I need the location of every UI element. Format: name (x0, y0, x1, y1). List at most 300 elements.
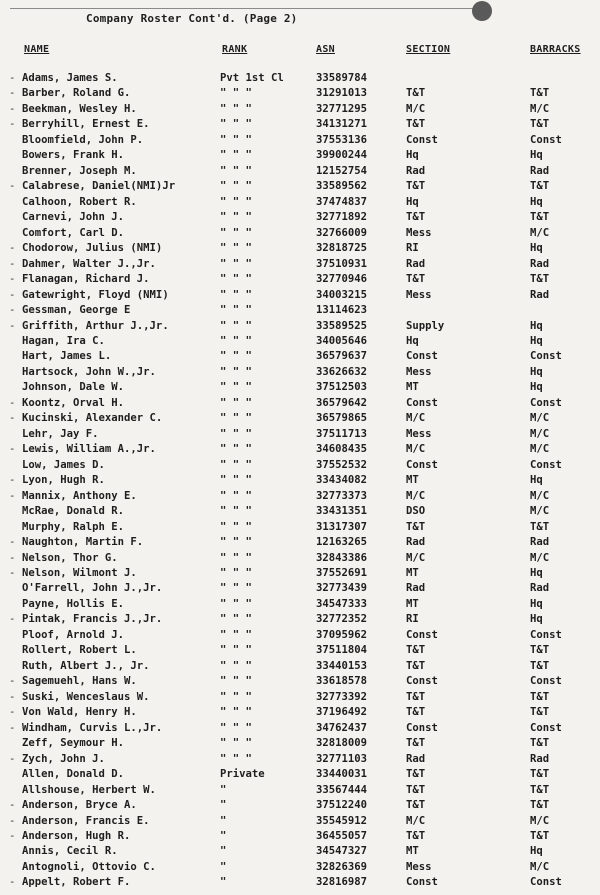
cell-name: Barber, Roland G. (22, 87, 131, 100)
cell-barracks: Hq (530, 474, 543, 487)
check-mark: - (9, 567, 16, 579)
cell-barracks: Hq (530, 365, 543, 378)
cell-barracks: T&T (530, 211, 550, 224)
cell-rank: " " " (220, 226, 252, 239)
cell-asn: 37552691 (316, 567, 368, 579)
cell-name: Berryhill, Ernest E. (22, 118, 150, 131)
table-row (0, 210, 600, 225)
cell-section: Hq (406, 195, 419, 208)
cell-barracks: M/C (530, 551, 550, 564)
cell-section: T&T (406, 87, 426, 100)
table-row (0, 380, 600, 395)
cell-section: RI (406, 613, 419, 626)
punch-hole (472, 1, 492, 21)
cell-section: T&T (406, 768, 426, 781)
table-row (0, 86, 600, 101)
table-row (0, 860, 600, 875)
table-row (0, 844, 600, 859)
cell-rank: " " " (220, 706, 252, 719)
cell-rank: " " " (220, 288, 252, 301)
cell-asn: 33567444 (316, 783, 368, 796)
cell-asn: 34547333 (316, 597, 368, 610)
cell-section: T&T (406, 180, 426, 193)
cell-name: Dahmer, Walter J.,Jr. (22, 257, 156, 270)
cell-name: Payne, Hollis E. (22, 597, 125, 610)
cell-barracks: M/C (530, 814, 550, 827)
table-row (0, 643, 600, 658)
cell-rank: " " " (220, 334, 252, 347)
table-row (0, 411, 600, 426)
cell-barracks: Const (530, 721, 562, 734)
cell-rank: " " " (220, 659, 252, 672)
cell-name: Flanagan, Richard J. (22, 273, 150, 286)
cell-rank: " " " (220, 164, 252, 177)
column-header-rank: RANK (222, 44, 248, 55)
cell-name: Zeff, Seymour H. (22, 737, 125, 750)
table-row (0, 241, 600, 256)
cell-section: M/C (406, 412, 426, 425)
table-row (0, 690, 600, 705)
cell-asn: 32816987 (316, 876, 368, 889)
cell-barracks: Hq (530, 567, 543, 579)
cell-section: Mess (406, 226, 432, 239)
cell-barracks: Rad (530, 582, 550, 595)
cell-section: DSO (406, 505, 426, 518)
cell-asn: 32770946 (316, 273, 368, 286)
cell-barracks: Rad (530, 257, 550, 270)
cell-section: T&T (406, 644, 426, 657)
cell-section: Supply (406, 319, 445, 332)
cell-name: Adams, James S. (22, 72, 118, 84)
check-mark: - (9, 319, 16, 332)
cell-rank: " " " (220, 752, 252, 765)
cell-rank: Pvt 1st Cl (220, 72, 284, 84)
cell-asn: 34003215 (316, 288, 368, 301)
table-row (0, 272, 600, 287)
cell-barracks: T&T (530, 737, 550, 750)
table-row (0, 179, 600, 194)
check-mark: - (9, 72, 16, 84)
cell-barracks: Hq (530, 149, 543, 162)
cell-rank: " " " (220, 102, 252, 115)
table-row (0, 164, 600, 179)
table-row (0, 148, 600, 163)
cell-asn: 32771892 (316, 211, 368, 224)
cell-section: T&T (406, 659, 426, 672)
cell-barracks: Const (530, 458, 562, 471)
cell-rank: " " " (220, 118, 252, 131)
table-row (0, 71, 600, 86)
cell-name: Calabrese, Daniel(NMI)Jr (22, 180, 176, 193)
table-row (0, 427, 600, 442)
cell-name: Murphy, Ralph E. (22, 520, 125, 533)
cell-section: MT (406, 845, 419, 858)
cell-rank: " " " (220, 87, 252, 100)
cell-name: Lyon, Hugh R. (22, 474, 105, 487)
cell-rank: " " " (220, 458, 252, 471)
cell-rank: " " " (220, 737, 252, 750)
table-row (0, 442, 600, 457)
cell-rank: " " " (220, 180, 252, 193)
table-row (0, 349, 600, 364)
cell-section: Hq (406, 149, 419, 162)
cell-barracks: T&T (530, 690, 550, 703)
table-row (0, 117, 600, 132)
table-row (0, 736, 600, 751)
cell-name: Carnevi, John J. (22, 211, 125, 224)
cell-barracks: M/C (530, 412, 550, 425)
check-mark: - (9, 304, 16, 317)
cell-name: Von Wald, Henry H. (22, 706, 137, 719)
cell-asn: 32773392 (316, 690, 368, 703)
cell-rank: " " " (220, 319, 252, 332)
cell-asn: 39900244 (316, 149, 368, 162)
check-mark: - (9, 474, 16, 487)
cell-section: T&T (406, 737, 426, 750)
cell-name: Brenner, Joseph M. (22, 164, 137, 177)
cell-barracks: Hq (530, 613, 543, 626)
cell-barracks: T&T (530, 706, 550, 719)
cell-asn: 32826369 (316, 860, 368, 873)
check-mark: - (9, 675, 16, 688)
table-row (0, 319, 600, 334)
cell-barracks: Const (530, 628, 562, 641)
cell-barracks: Rad (530, 752, 550, 765)
check-mark: - (9, 752, 16, 765)
cell-asn: 32818725 (316, 242, 368, 255)
cell-rank: " (220, 829, 227, 842)
cell-section: MT (406, 597, 419, 610)
table-row (0, 783, 600, 798)
cell-asn: 33431351 (316, 505, 368, 518)
column-header-barracks: BARRACKS (530, 44, 581, 55)
cell-section: Const (406, 133, 438, 146)
cell-asn: 36579865 (316, 412, 368, 425)
table-row (0, 628, 600, 643)
cell-name: Naughton, Martin F. (22, 536, 144, 549)
cell-name: Low, James D. (22, 458, 105, 471)
cell-rank: " " " (220, 644, 252, 657)
check-mark: - (9, 396, 16, 409)
cell-asn: 32773373 (316, 489, 368, 502)
table-row (0, 504, 600, 519)
cell-name: Hart, James L. (22, 350, 112, 363)
cell-asn: 33589784 (316, 72, 368, 84)
check-mark: - (9, 721, 16, 734)
cell-name: Allshouse, Herbert W. (22, 783, 156, 796)
table-row (0, 581, 600, 596)
cell-asn: 37552532 (316, 458, 368, 471)
cell-rank: " " " (220, 489, 252, 502)
check-mark: - (9, 443, 16, 456)
cell-barracks: Hq (530, 845, 543, 858)
cell-name: Lehr, Jay F. (22, 427, 99, 440)
cell-barracks: T&T (530, 768, 550, 781)
cell-asn: 32771103 (316, 752, 368, 765)
table-row (0, 814, 600, 829)
cell-rank: " " " (220, 273, 252, 286)
cell-barracks: M/C (530, 226, 550, 239)
cell-section: Rad (406, 257, 426, 270)
cell-section: T&T (406, 783, 426, 796)
cell-section: Const (406, 721, 438, 734)
cell-barracks: M/C (530, 860, 550, 873)
cell-rank: " " " (220, 551, 252, 564)
cell-section: M/C (406, 489, 426, 502)
cell-rank: " " " (220, 381, 252, 394)
cell-name: Hartsock, John W.,Jr. (22, 365, 156, 378)
cell-name: Ruth, Albert J., Jr. (22, 659, 150, 672)
cell-barracks: T&T (530, 799, 550, 812)
cell-asn: 34762437 (316, 721, 368, 734)
cell-rank: " (220, 783, 227, 796)
cell-rank: " " " (220, 628, 252, 641)
cell-name: Bloomfield, John P. (22, 133, 144, 146)
cell-asn: 36579637 (316, 350, 368, 363)
cell-rank: " " " (220, 474, 252, 487)
cell-rank: " " " (220, 520, 252, 533)
table-row (0, 102, 600, 117)
top-rule (10, 8, 480, 9)
table-row (0, 829, 600, 844)
cell-section: M/C (406, 814, 426, 827)
cell-barracks: M/C (530, 505, 550, 518)
cell-rank: " " " (220, 396, 252, 409)
cell-name: Comfort, Carl D. (22, 226, 125, 239)
cell-barracks: M/C (530, 443, 550, 456)
cell-section: MT (406, 381, 419, 394)
cell-section: Const (406, 675, 438, 688)
cell-barracks: Rad (530, 288, 550, 301)
cell-section: Rad (406, 536, 426, 549)
cell-asn: 37553136 (316, 133, 368, 146)
column-header-name: NAME (24, 44, 50, 55)
cell-name: Johnson, Dale W. (22, 381, 125, 394)
cell-section: Rad (406, 582, 426, 595)
cell-barracks: Const (530, 133, 562, 146)
table-row (0, 612, 600, 627)
cell-barracks: Const (530, 876, 562, 889)
cell-name: Gatewright, Floyd (NMI) (22, 288, 169, 301)
cell-name: Mannix, Anthony E. (22, 489, 137, 502)
table-row (0, 195, 600, 210)
cell-asn: 34547327 (316, 845, 368, 858)
cell-rank: " " " (220, 195, 252, 208)
cell-section: Const (406, 458, 438, 471)
cell-rank: " " " (220, 505, 252, 518)
cell-barracks: T&T (530, 273, 550, 286)
cell-name: Antognoli, Ottovio C. (22, 860, 156, 873)
cell-asn: 37196492 (316, 706, 368, 719)
check-mark: - (9, 242, 16, 255)
check-mark: - (9, 118, 16, 131)
cell-section: Mess (406, 427, 432, 440)
cell-rank: " (220, 814, 227, 827)
cell-asn: 34131271 (316, 118, 368, 131)
cell-barracks: Rad (530, 164, 550, 177)
cell-rank: " (220, 860, 227, 873)
check-mark: - (9, 706, 16, 719)
cell-rank: " " " (220, 365, 252, 378)
cell-section: T&T (406, 799, 426, 812)
cell-name: O'Farrell, John J.,Jr. (22, 582, 163, 595)
cell-section: T&T (406, 690, 426, 703)
cell-section: Mess (406, 860, 432, 873)
cell-asn: 33618578 (316, 675, 368, 688)
table-row (0, 303, 600, 318)
check-mark: - (9, 551, 16, 564)
cell-section: T&T (406, 520, 426, 533)
check-mark: - (9, 489, 16, 502)
cell-section: T&T (406, 211, 426, 224)
cell-asn: 37095962 (316, 628, 368, 641)
cell-barracks: T&T (530, 659, 550, 672)
cell-rank: " " " (220, 257, 252, 270)
roster-table (0, 71, 600, 891)
cell-section: T&T (406, 829, 426, 842)
cell-section: T&T (406, 118, 426, 131)
cell-section: Rad (406, 752, 426, 765)
cell-name: Rollert, Robert L. (22, 644, 137, 657)
cell-asn: 37512503 (316, 381, 368, 394)
cell-rank: " " " (220, 412, 252, 425)
check-mark: - (9, 829, 16, 842)
cell-name: Nelson, Thor G. (22, 551, 118, 564)
cell-name: Allen, Donald D. (22, 768, 125, 781)
cell-barracks: Const (530, 396, 562, 409)
cell-rank: " (220, 876, 227, 889)
cell-name: Chodorow, Julius (NMI) (22, 242, 163, 255)
cell-section: Const (406, 628, 438, 641)
cell-barracks: T&T (530, 783, 550, 796)
cell-asn: 32818009 (316, 737, 368, 750)
cell-section: Mess (406, 365, 432, 378)
cell-rank: " " " (220, 597, 252, 610)
cell-barracks: M/C (530, 427, 550, 440)
cell-asn: 32772352 (316, 613, 368, 626)
cell-section: Const (406, 876, 438, 889)
cell-asn: 34608435 (316, 443, 368, 456)
cell-rank: " " " (220, 536, 252, 549)
cell-section: M/C (406, 551, 426, 564)
cell-section: MT (406, 567, 419, 579)
cell-section: Hq (406, 334, 419, 347)
table-row (0, 473, 600, 488)
cell-section: Const (406, 350, 438, 363)
cell-asn: 13114623 (316, 304, 368, 317)
table-row (0, 365, 600, 380)
cell-barracks: M/C (530, 489, 550, 502)
table-row (0, 674, 600, 689)
cell-barracks: T&T (530, 118, 550, 131)
cell-rank: " " " (220, 149, 252, 162)
cell-name: Anderson, Francis E. (22, 814, 150, 827)
check-mark: - (9, 799, 16, 812)
table-row (0, 535, 600, 550)
cell-barracks: Const (530, 350, 562, 363)
table-row (0, 798, 600, 813)
cell-asn: 32773439 (316, 582, 368, 595)
cell-section: RI (406, 242, 419, 255)
cell-asn: 32843386 (316, 551, 368, 564)
cell-rank: " " " (220, 304, 252, 317)
cell-name: Koontz, Orval H. (22, 396, 125, 409)
cell-asn: 33440153 (316, 659, 368, 672)
check-mark: - (9, 273, 16, 286)
table-row (0, 659, 600, 674)
table-row (0, 489, 600, 504)
cell-rank: " " " (220, 690, 252, 703)
cell-barracks: Rad (530, 536, 550, 549)
cell-asn: 12152754 (316, 164, 368, 177)
cell-asn: 37474837 (316, 195, 368, 208)
cell-asn: 31291013 (316, 87, 368, 100)
table-row (0, 257, 600, 272)
cell-section: M/C (406, 443, 426, 456)
cell-barracks: Hq (530, 334, 543, 347)
cell-asn: 35545912 (316, 814, 368, 827)
table-row (0, 551, 600, 566)
cell-rank: " " " (220, 567, 252, 579)
check-mark: - (9, 876, 16, 889)
cell-name: Beekman, Wesley H. (22, 102, 137, 115)
cell-barracks: T&T (530, 520, 550, 533)
cell-barracks: Hq (530, 242, 543, 255)
cell-section: Mess (406, 288, 432, 301)
check-mark: - (9, 87, 16, 100)
cell-barracks: Hq (530, 597, 543, 610)
cell-barracks: M/C (530, 102, 550, 115)
table-row (0, 458, 600, 473)
cell-rank: " " " (220, 675, 252, 688)
check-mark: - (9, 613, 16, 626)
cell-asn: 37510931 (316, 257, 368, 270)
cell-barracks: Hq (530, 195, 543, 208)
table-row (0, 767, 600, 782)
cell-section: T&T (406, 706, 426, 719)
table-row (0, 288, 600, 303)
cell-section: Rad (406, 164, 426, 177)
cell-asn: 37512240 (316, 799, 368, 812)
column-header-section: SECTION (406, 44, 451, 55)
cell-asn: 32766009 (316, 226, 368, 239)
cell-asn: 36455057 (316, 829, 368, 842)
cell-asn: 32771295 (316, 102, 368, 115)
cell-asn: 33434082 (316, 474, 368, 487)
cell-asn: 37511804 (316, 644, 368, 657)
cell-name: Appelt, Robert F. (22, 876, 131, 889)
table-row (0, 705, 600, 720)
cell-rank: " " " (220, 242, 252, 255)
cell-barracks: Const (530, 675, 562, 688)
cell-name: Gessman, George E (22, 304, 131, 317)
table-row (0, 752, 600, 767)
cell-name: Pintak, Francis J.,Jr. (22, 613, 163, 626)
cell-section: T&T (406, 273, 426, 286)
check-mark: - (9, 690, 16, 703)
cell-name: Ploof, Arnold J. (22, 628, 125, 641)
cell-barracks: T&T (530, 180, 550, 193)
cell-asn: 33589525 (316, 319, 368, 332)
cell-barracks: T&T (530, 829, 550, 842)
cell-name: Griffith, Arthur J.,Jr. (22, 319, 169, 332)
cell-rank: " " " (220, 613, 252, 626)
cell-name: Anderson, Hugh R. (22, 829, 131, 842)
table-row (0, 597, 600, 612)
cell-name: Windham, Curvis L.,Jr. (22, 721, 163, 734)
cell-rank: Private (220, 768, 265, 781)
cell-barracks: Hq (530, 381, 543, 394)
